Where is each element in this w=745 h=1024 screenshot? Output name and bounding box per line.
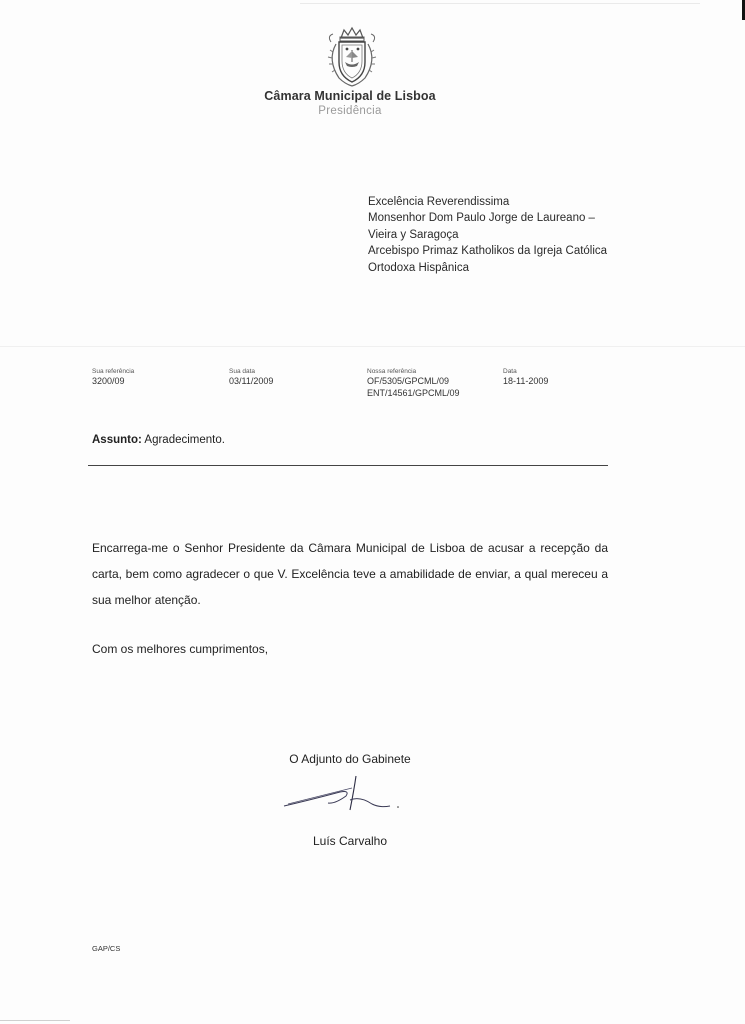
addressee-line: Arcebispo Primaz Katholikos da Igreja Católica <box>368 245 608 258</box>
lisbon-coat-of-arms-icon <box>317 26 387 92</box>
ref-value: 03/11/2009 <box>229 376 274 386</box>
scan-artifact <box>0 346 745 347</box>
ref-sua-data <box>229 367 273 388</box>
handwritten-signature <box>280 770 410 820</box>
ref-value: ENT/14561/GPCML/09 <box>367 387 460 398</box>
subject-value: Agradecimento. <box>144 434 225 446</box>
closing-line: Com os melhores cumprimentos, <box>92 642 269 656</box>
body-paragraph: Encarrega-me o Senhor Presidente da Câmara Municipal de Lisboa de acusar a recepção da carta, bem como agradecer o que V. Excelência teve a amabilidade de enviar, a qual mereceu a sua melhor atenção. <box>92 541 608 607</box>
ref-sua-referencia <box>92 367 134 388</box>
ref-value: 3200/09 <box>92 376 125 386</box>
subject-line <box>92 434 225 446</box>
signatory-title: O Adjunto do Gabinete <box>289 752 411 766</box>
addressee-line: Excelência Reverendissima <box>368 196 510 208</box>
signatory-name: Luís Carvalho <box>312 834 388 848</box>
ref-value: OF/5305/GPCML/09 <box>367 376 450 386</box>
ref-value: 18-11-2009 <box>503 376 549 386</box>
ref-data <box>503 367 548 388</box>
addressee-line: Monsenhor Dom Paulo Jorge de Laureano – <box>368 212 595 225</box>
subject-label: Assunto: <box>92 434 142 446</box>
scan-artifact <box>0 1020 70 1021</box>
ref-label: Data <box>503 368 517 375</box>
addressee-line: Vieira y Saragoça <box>368 228 459 241</box>
addressee-line: Ortodoxa Hispânica <box>368 261 469 274</box>
scan-artifact <box>300 3 700 4</box>
ref-nossa-referencia <box>367 367 460 399</box>
footer-code: GAP/CS <box>92 944 121 953</box>
org-department: Presidência <box>318 105 382 117</box>
addressee-block <box>368 194 607 276</box>
ref-label: Nossa referência <box>367 368 417 375</box>
org-name: Câmara Municipal de Lisboa <box>264 89 436 103</box>
ref-label: Sua data <box>229 368 256 375</box>
ref-label: Sua referência <box>92 368 135 375</box>
subject-divider <box>88 465 608 466</box>
